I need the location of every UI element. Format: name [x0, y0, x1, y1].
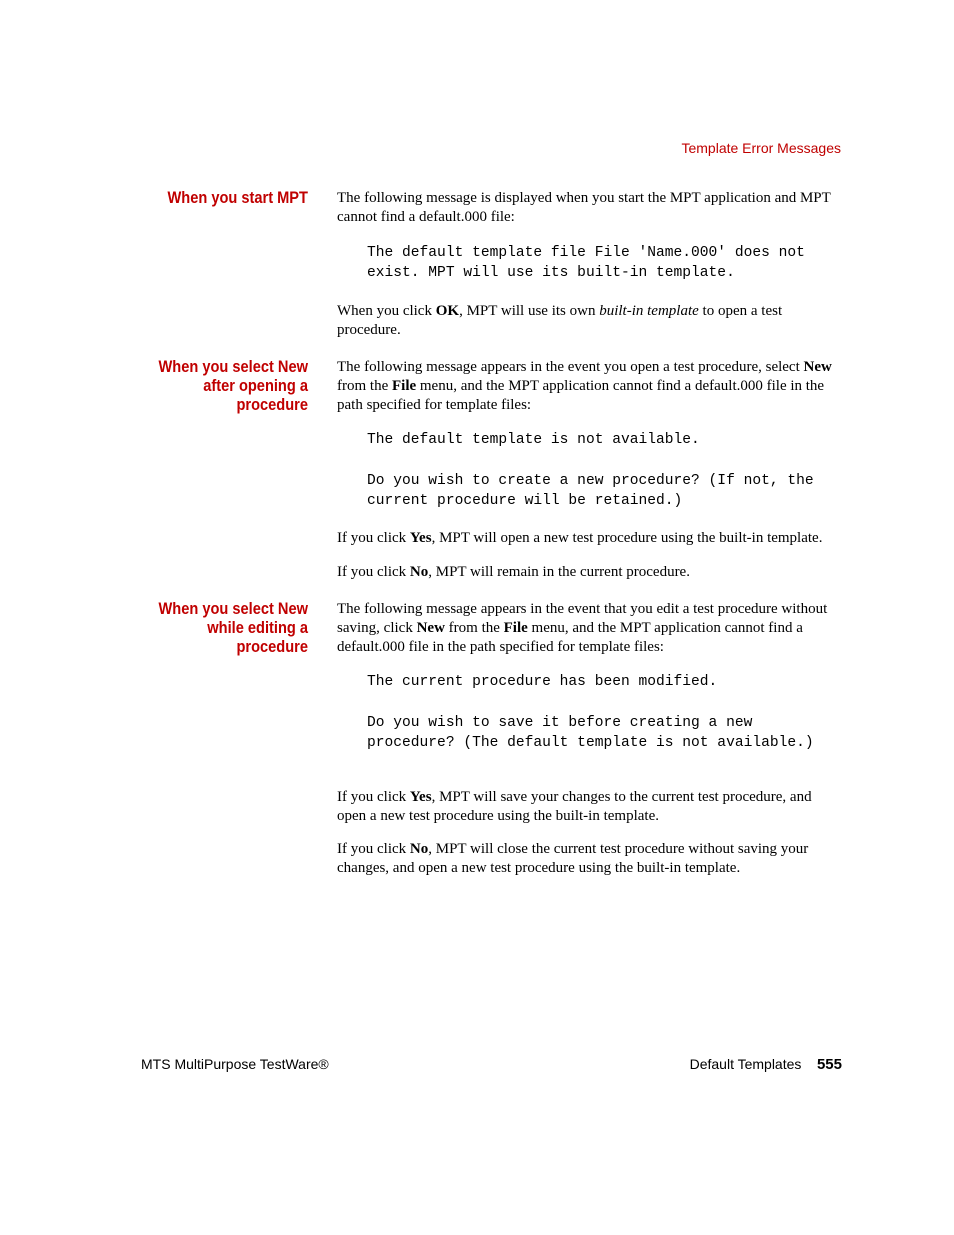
paragraph-while-editing-intro — [337, 600, 842, 657]
text-run: If you click — [337, 530, 410, 546]
paragraph-click-yes — [337, 529, 842, 548]
text-run: menu, and the MPT application cannot find a default.000 file in the path specified for template files: — [337, 620, 803, 655]
paragraph-click-no — [337, 840, 842, 878]
footer-right — [690, 1056, 842, 1073]
text-run: If you click — [337, 564, 410, 580]
no-label: No — [409, 841, 429, 857]
code-line: Do you wish to create a new procedure? (If not, the — [367, 473, 814, 489]
heading-select-new-after-opening — [136, 357, 308, 414]
heading-line: When you select New — [158, 599, 308, 618]
running-header: Template Error Messages — [681, 140, 841, 156]
code-line: exist. MPT will use its built-in template. — [367, 265, 735, 281]
new-label: New — [803, 359, 832, 375]
builtin-template-term: built-in template — [599, 303, 699, 319]
paragraph-click-ok — [337, 302, 842, 340]
heading-select-new-while-editing — [136, 599, 308, 656]
text-run: menu, and the MPT application cannot find a default.000 file in the path specified for template files: — [337, 378, 825, 413]
paragraph-start-intro: The following message is displayed when you start the MPT application and MPT cannot find a default.000 file: — [337, 190, 831, 225]
text-run: , MPT will remain in the current procedure. — [428, 564, 690, 580]
code-line: Do you wish to save it before creating a new — [367, 715, 753, 731]
heading-start-mpt — [136, 188, 308, 207]
code-message-create-new — [367, 471, 847, 511]
no-label: No — [409, 564, 429, 580]
paragraph-after-opening-intro — [337, 358, 842, 415]
footer-product-name: MTS MultiPurpose TestWare® — [141, 1056, 329, 1072]
code-line: The current procedure has been modified. — [367, 674, 718, 690]
text-run: If you click — [337, 789, 410, 805]
text-run: , MPT will open a new test procedure using the built-in template. — [431, 530, 823, 546]
code-message-start — [367, 243, 847, 283]
text-run: , MPT will close the current test procedure without saving your changes, and open a new test procedure using the built-in template. — [337, 841, 809, 876]
page-number: 555 — [816, 1056, 842, 1073]
code-line: procedure? (The default template is not available.) — [367, 735, 814, 751]
footer-chapter: Default Templates — [689, 1056, 802, 1072]
code-message-not-available — [367, 430, 847, 450]
yes-label: Yes — [409, 530, 432, 546]
text-run: from the — [444, 620, 504, 636]
heading-line: procedure — [236, 395, 308, 414]
text-run: The following message appears in the event that you edit a test procedure without saving, click — [337, 601, 828, 636]
heading-line: procedure — [236, 637, 308, 656]
code-line: The default template file File 'Name.000' does not — [367, 245, 805, 261]
text-run: from the — [337, 378, 392, 394]
code-message-save-before — [367, 713, 847, 753]
ok-label: OK — [435, 303, 460, 319]
paragraph-click-yes — [337, 788, 842, 826]
code-message-modified — [367, 672, 847, 692]
text-run: When you click — [337, 303, 436, 319]
text-run: to open a test procedure. — [337, 303, 783, 338]
heading-line: When you select New — [158, 357, 308, 376]
text-run: , MPT will save your changes to the current test procedure, and open a new test procedure using the built-in template. — [337, 789, 812, 824]
file-label: File — [503, 620, 528, 636]
heading-line: When you start MPT — [167, 188, 308, 207]
yes-label: Yes — [409, 789, 432, 805]
text-run: If you click — [337, 841, 410, 857]
text-run: , MPT will use its own — [459, 303, 600, 319]
text-run: The following message appears in the event you open a test procedure, select — [337, 359, 804, 375]
code-line: current procedure will be retained.) — [367, 493, 683, 509]
file-label: File — [391, 378, 417, 394]
heading-line: after opening a — [203, 376, 308, 395]
new-label: New — [416, 620, 445, 636]
code-line: The default template is not available. — [367, 432, 700, 448]
paragraph-click-no — [337, 563, 842, 582]
heading-line: while editing a — [207, 618, 308, 637]
